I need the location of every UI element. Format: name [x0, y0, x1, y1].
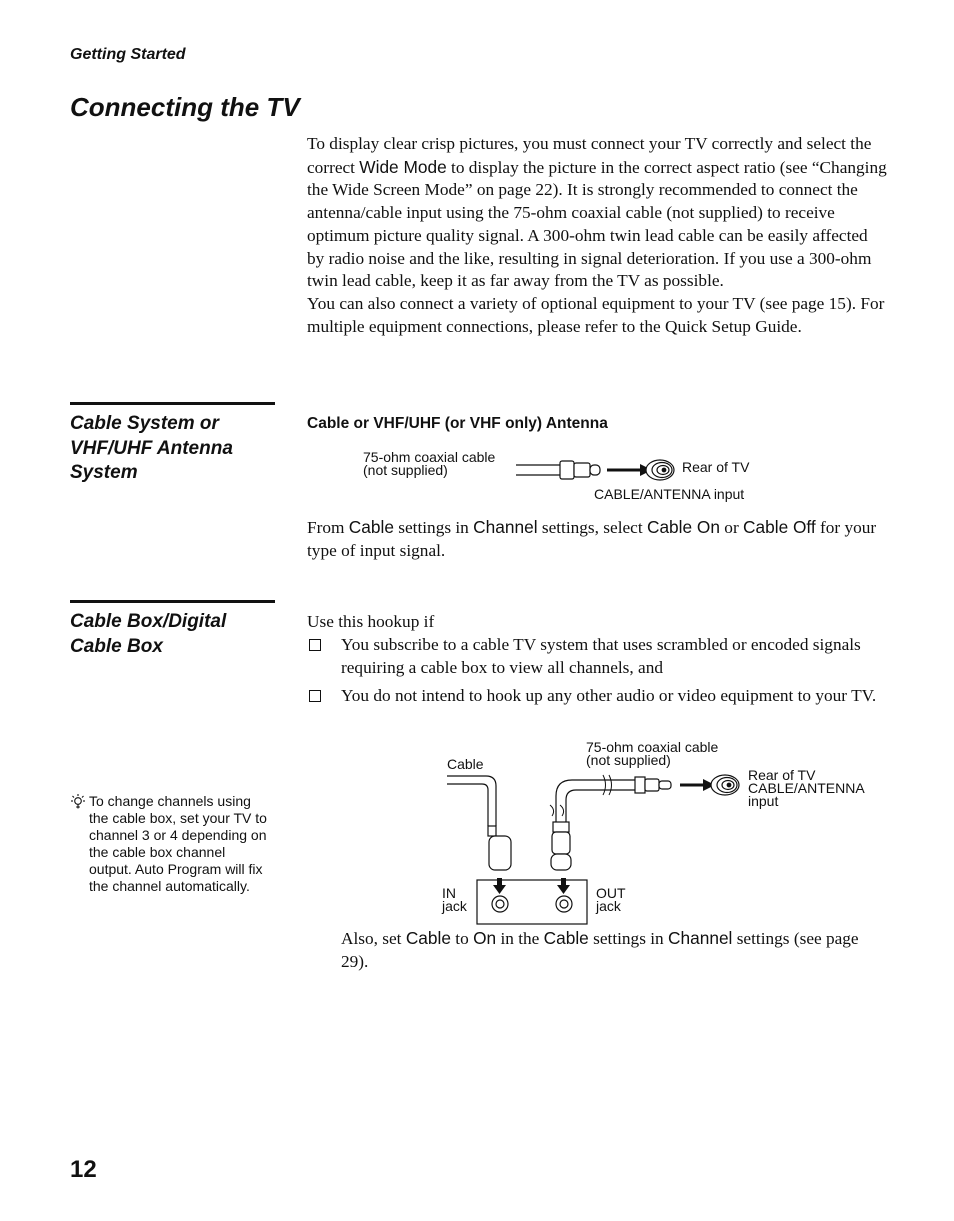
coax-cable-icon — [550, 775, 671, 870]
cable-term: Cable — [405, 928, 451, 948]
text-fragment: or — [719, 518, 744, 537]
intro-text-a: To display clear crisp pictures, you must connect your TV correctly and select the correct — [307, 134, 872, 177]
in-jack-label-2: jack — [442, 898, 467, 914]
cable-label: Cable — [447, 756, 484, 772]
cable-box-heading: Cable Box/Digital Cable Box — [70, 600, 275, 659]
incoming-cable-icon — [447, 776, 511, 870]
cable-antenna-label-2: CABLE/ANTENNA — [748, 780, 865, 796]
list-item-text: You do not intend to hook up any other audio or video equipment to your TV. — [341, 686, 877, 705]
out-jack-label-2: jack — [596, 898, 621, 914]
cable-off-term: Cable Off — [743, 517, 816, 537]
tip-text: To change channels using the cable box, set your TV to channel 3 or 4 depending on the cable box channel output. Auto Program will fix the channel automatically. — [89, 793, 267, 894]
text-fragment: for your type of input signal. — [307, 518, 877, 560]
intro-paragraph-2: You can also connect a variety of optional equipment to your TV (see page 15). For multiple equipment connections, please refer to the Quick Setup Guide. — [307, 293, 885, 336]
on-term: On — [473, 928, 497, 948]
section-label: Getting Started — [70, 46, 186, 63]
out-jack-label-1: OUT — [596, 885, 626, 901]
text-fragment: settings in — [393, 518, 474, 537]
input-label-2: input — [748, 793, 779, 809]
cable-system-subheading: Cable or VHF/UHF (or VHF only) Antenna — [307, 415, 608, 432]
wide-mode-term: Wide Mode — [359, 156, 447, 177]
text-fragment: to — [450, 929, 474, 948]
page-number: 12 — [70, 1156, 97, 1183]
cable-box-panel-icon — [477, 880, 587, 924]
antenna-jack-icon — [711, 775, 739, 795]
text-fragment: Also, set — [341, 929, 406, 948]
cable-term: Cable — [348, 517, 394, 537]
cable-system-heading: Cable System or VHF/UHF Antenna System — [70, 402, 275, 486]
text-fragment: settings in — [588, 929, 669, 948]
also-set-text — [341, 927, 889, 973]
cable-antenna-input-label: CABLE/ANTENNA input — [594, 486, 745, 502]
rear-of-tv-label-2: Rear of TV — [748, 767, 816, 783]
text-fragment: From — [307, 518, 349, 537]
cable-term: Cable — [543, 928, 589, 948]
text-fragment: in the — [496, 929, 544, 948]
rear-of-tv-label: Rear of TV — [682, 459, 750, 475]
coax-cable-label-2: (not supplied) — [363, 462, 448, 478]
coax-label-1: 75-ohm coaxial cable — [586, 739, 719, 755]
coax-cable-label-1: 75-ohm coaxial cable — [363, 449, 496, 465]
channel-term: Channel — [473, 517, 538, 537]
channel-term: Channel — [668, 928, 733, 948]
text-fragment: settings, select — [537, 518, 647, 537]
in-jack-label-1: IN — [442, 885, 456, 901]
intro-text-b: to display the picture in the correct aspect ratio (see “Changing the Wide Screen Mode” on page 22). It is strongly recommended to connect the antenna/cable input using the 75-ohm coaxial cable (not supplied) to receive optimum picture quality signal. A 300-ohm twin lead cable can be easily affected by radio noise and the like, resulting in signal deterioration. If you use a 300-ohm twin lead cable, keep it as far away from the TV as possible. — [307, 157, 887, 291]
arrow-right-icon — [680, 779, 715, 791]
page-title: Connecting the TV — [70, 92, 300, 122]
list-item-text: You subscribe to a cable TV system that uses scrambled or encoded signals requiring a cable box to view all channels, and — [341, 635, 861, 677]
use-hookup-text: Use this hookup if — [307, 612, 435, 631]
cable-on-term: Cable On — [646, 517, 720, 537]
text-fragment: settings (see page 29). — [341, 929, 859, 971]
coax-label-2: (not supplied) — [586, 752, 671, 768]
